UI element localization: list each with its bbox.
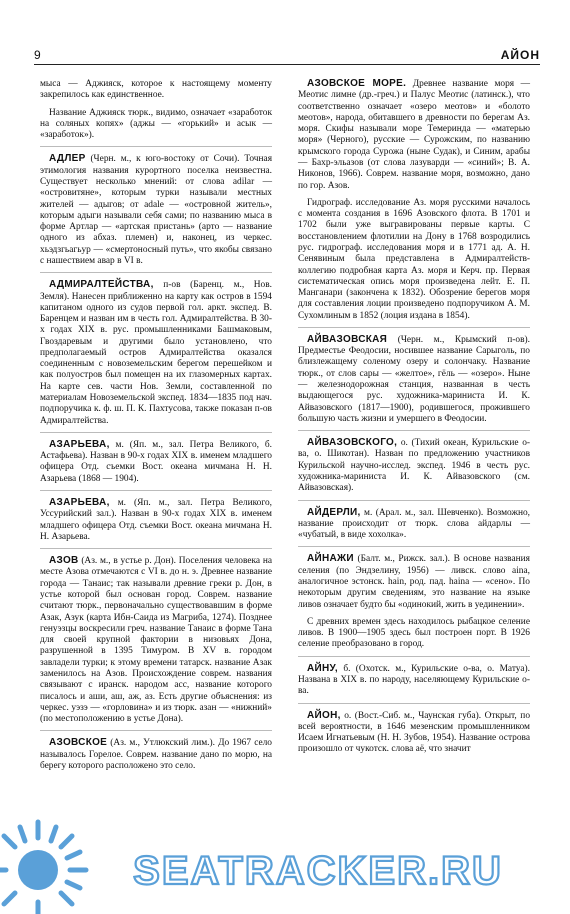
entry-azaryeva-1: АЗАРЬЕВА, м. (Яп. м., зал. Петра Великого, б. Астафьева). Назван в 90-х годах XIX в. именем младшего офицера Отд. съемки Вост. океана мичмана Н. Н. Азарьева (1868 — 1904).: [40, 438, 272, 484]
entry-ainu: АЙНУ, б. (Охотск. м., Курильские о-ва, о. Матуа). Названа в XIX в. по народу, населяющему Курильские о-ва.: [298, 662, 530, 697]
page-header: [34, 44, 540, 65]
right-column: [298, 78, 530, 761]
left-column: [40, 78, 272, 777]
entry-admiralteistva: АДМИРАЛТЕЙСТВА, п-ов (Баренц. м., Нов. Земля). Нанесен приближенно на карту как остров в 1594 капитаном одного из судов первой гол. аркт. экспед. В. Баренцем и назван им в честь гол. Адмиралтейства. В 30-х годах XIX в. рус. промышленниками Башмаковым, Гвоздаревым и другими было установлено, что предполагаемый остров Адмиралтейства оказался соединенным с новоземельским берегом перешейком и как полуостров был помещен на их глазомерных картах. На карте сев. части Нов. Земли, составленной по материалам Новоземельской экспед. 1834—1835 под нач. подпоручика к. ф. ш. П. К. Пахтусова, также показан п-ов Адмиралтейства.: [40, 279, 273, 426]
sun-logo-icon: [0, 822, 86, 914]
entry: С древних времен здесь находилось рыбацкое селение ливов. В 1900—1905 здесь был построен порт. В 1926 селение преобразовано в город.: [298, 616, 530, 650]
entry-aiderli: АЙДЕРЛИ, м. (Арал. м., зал. Шевченко). Возможно, название происходит от тюрк. слова айдарлы — «чубатый, в виде хохолка».: [298, 506, 530, 541]
entry-adler: АДЛЕР (Черн. м., к юго-востоку от Сочи). Точная этимология названия курортного поселка неизвестна. Существует несколько мнений: от слова adilar — «островитяне», которым турки называли местных жителей — адыгов; от adale — «островной житель», которым адыги называли себя сами; по названию мыса в форме Артлар — «артская пристань» (арто — название одного из абхаз. племен) и, наконец, из черкес. хьэдзгьагьур — «смертоносный путь», что якобы связано с нашествием авар в VI в.: [40, 153, 273, 266]
entry-azovskoe: АЗОВСКОЕ (Аз. м., Утлюкский лим.). До 1967 село называлось Горелое. Соврем. название дано по морю, на берегу которого расположено это село.: [40, 737, 272, 771]
watermark: [0, 808, 570, 914]
entry-ainazhi: АЙНАЖИ (Балт. м., Рижск. зал.). В основе названия селения (по Эндзелину, 1956) — ливск. слово aina, аналогичное эстонск. hain, род. пад. haina — «сено». По некоторым другим сведениям, это название на языке ливов означает будто бы «одинокий, жить в уединении».: [298, 553, 530, 610]
entry-aivazovskogo: АЙВАЗОВСКОГО, о. (Тихий океан, Курильские о-ва, о. Шикотан). Назван по предложению участников Курильской научно-исслед. экспед. 1946 в честь рус. художника-мариниста И. К. Айвазовского (см. Айвазовская).: [298, 437, 531, 494]
entry-azovskoe-more: АЗОВСКОЕ МОРЕ. Древнее название моря — Меотис лимне (др.-греч.) и Палус Меотис (латинск.), что соответственно означает «озеро меотов» и «болото меотов», народа, обитавшего в древности по берегам Аз. моря. Скифы называли море Темеринда — «матерью моря» (Черного), русские — Сурожским, по названию крымского города Сурожа (ныне Судак), и Синим, арабы — Бахр-эльазов (от слова лазуварди — «синий»; В. А. Никонов, 1966). Соврем. название моря, возможно, дано по гор. Азов.: [298, 78, 531, 191]
entry: Гидрограф. исследование Аз. моря русскими началось с момента создания в 1696 Азовского флота. В 1701 и 1702 были уже выгравированы первые карты. С восстановлением флотилии на Дону в 1768 возродились рус. гидрограф. исследования моря и в 1771 ад. А. Н. Сенявиным была представлена в Адмиралтейств-коллегию подробная карта Аз. моря и Керч. пр. Первая систематическая опись моря произведена лейт. Е. П. Манганари (закончена к 1832). Обозрение берегов моря для составления лоции произведено подпоручиком А. М. Сухомлиным в 1852 (лоция издана в 1854).: [298, 197, 530, 321]
page-number: 9: [34, 48, 41, 62]
entry-aion: АЙОН, о. (Вост.-Сиб. м., Чаунская губа). Открыт, по всей вероятности, в 1646 мезенским промышленником Исаем Игнатьевым (Н. Н. Зубов, 1954). Название острова произошло от чукотск. слова аё, что значит: [298, 709, 531, 755]
watermark-text: SEATRACKER.RU: [133, 849, 503, 893]
running-head: АЙОН: [500, 48, 540, 62]
entry: мыса — Аджияск, которое к настоящему моменту закрепилось как единственное.: [40, 79, 272, 101]
entry-azov: АЗОВ (Аз. м., в устье р. Дон). Поселения человека на месте Азова отмечаются с VI в. до н. э. Древнее название города — Танаис; так называли древние греки р. Дон, в устье которой был основан город. Соврем. название считают тюрк., первоначально существовавшим в форме Азак, Азук (карта Ибн-Саида из Магриба, 1274). Позднее генуэзцы воскресили греч. название Танаис в форме Тана для своей крупной фактории в низовьях Дона, разрушенной в 1395 Тимуром. В XV в. городом завладели турки; к этому времени татарск. название Азак заменилось на Азов. Происхождение соврем. названия связывают с иранск. народом асс, название которого писалось и аши, аш, аж, аз. Есть другие объяснения: из черкес. уэзэ — «горловина» и из тюрк. азан — «нижний» (по местоположению в устье Дона).: [40, 555, 273, 725]
entry-azaryeva-2: АЗАРЬЕВА, м. (Яп. м., зал. Петра Великого, Уссурийский зал.). Назван в 90-х годах XIX в. именем младшего офицера Отд. съемки Вост. океана мичмана Н. Н. Азарьева.: [40, 497, 272, 542]
entry-aivazovskaya: АЙВАЗОВСКАЯ (Черн. м., Крымский п-ов). Предместье Феодосии, носившее название Сарыголь, по близлежащему соленому озеру и солончаку. Название тюрк., от слов сары — «желтое», гёль — «озеро». Ныне — железнодорожная станция, названная в честь выдающегося рус. художника-мариниста И. К. Айвазовского (1817—1900), родившегося, прожившего большую часть жизни и умершего в Феодосии.: [298, 333, 531, 424]
entry: Название Аджияск тюрк., видимо, означает «заработок на соляных копях» (аджы — «горький» и асык — «заработок»).: [40, 107, 272, 141]
